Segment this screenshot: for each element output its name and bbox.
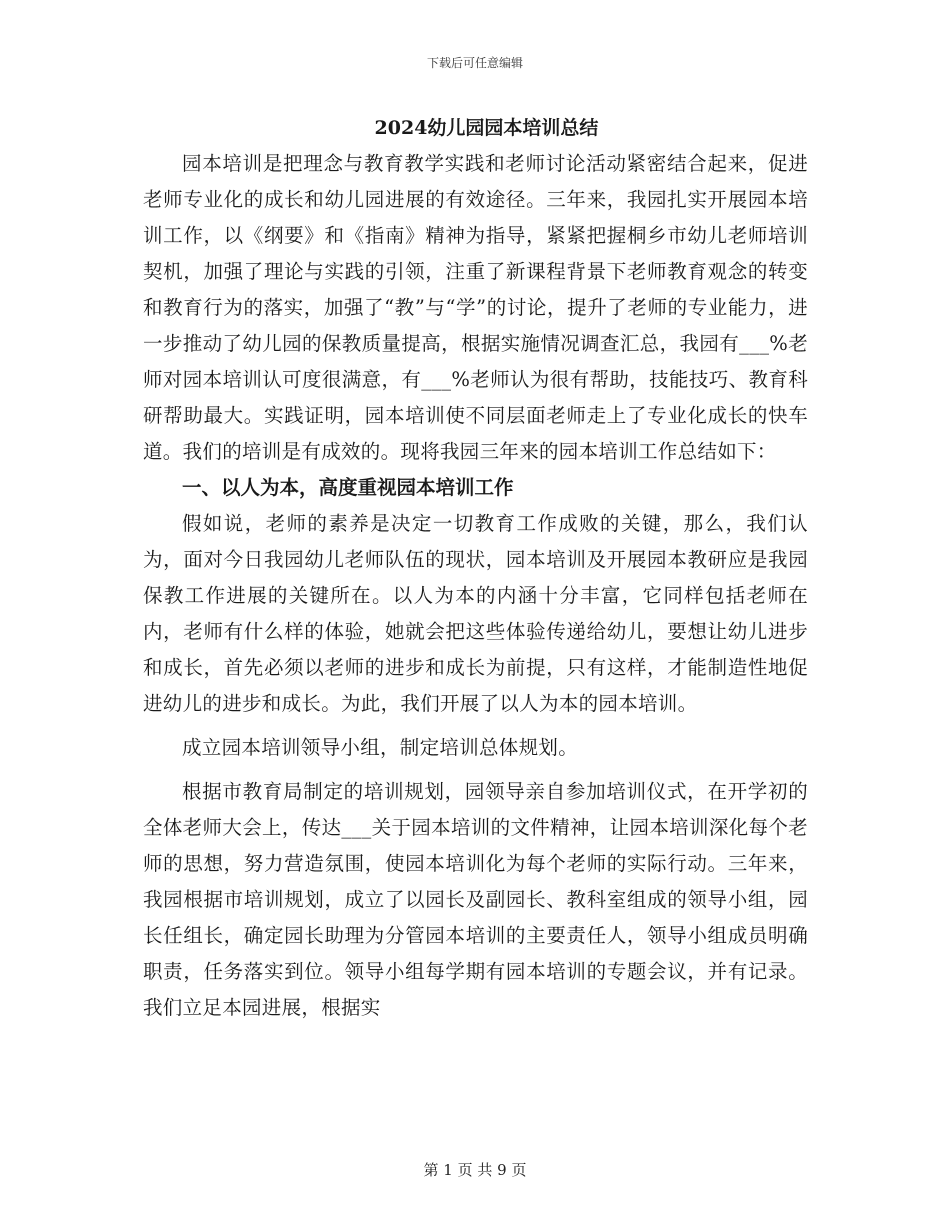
document-title: 2024幼儿园园本培训总结 — [374, 117, 599, 139]
body-paragraph: 成立园本培训领导小组，制定培训总体规划。 — [182, 736, 579, 759]
section-heading: 一、以人为本，高度重视园本培训工作 — [182, 476, 514, 499]
intro-paragraph: 园本培训是把理念与教育教学实践和老师讨论活动紧密结合起来，促进老师专业化的成长和幼儿园进展的有效途径。三年来，我园扎实开展园本培训工作，以《纲要》和《指南》精神为指导，紧紧把握桐乡市幼儿老师培训契机，加强了理论与实践的引领，注重了新课程背景下老师教育观念的转变和教育行为的落实，加强了“教”与“学”的讨论，提升了老师的专业能力，进一步推动了幼儿园的保教质量提高，根据实施情况调查汇总，我园有___%老师对园本培训认可度很满意，有___%老师认为很有帮助，技能技巧、教育科研帮助最大。实践证明，园本培训使不同层面老师走上了专业化成长的快车道。我们的培训是有成效的。现将我园三年来的园本培训工作总结如下： — [143, 152, 808, 463]
body-paragraph: 假如说，老师的素养是决定一切教育工作成败的关键，那么，我们认为，面对今日我园幼儿老师队伍的现状，园本培训及开展园本教研应是我园保教工作进展的关键所在。以人为本的内涵十分丰富，它同样包括老师在内，老师有什么样的体验，她就会把这些体验传递给幼儿，要想让幼儿进步和成长，首先必须以老师的进步和成长为前提，只有这样，才能制造性地促进幼儿的进步和成长。为此，我们开展了以人为本的园本培训。 — [143, 512, 808, 715]
document-body — [143, 112, 808, 1026]
page-number: 第 1 页 共 9 页 — [423, 1161, 527, 1179]
body-paragraph: 根据市教育局制定的培训规划，园领导亲自参加培训仪式，在开学初的全体老师大会上，传达___关于园本培训的文件精神，让园本培训深化每个老师的思想，努力营造氛围，使园本培训化为每个老师的实际行动。三年来，我园根据市培训规划，成立了以园长及副园长、教科室组成的领导小组，园长任组长，确定园长助理为分管园本培训的主要责任人，领导小组成员明确职责，任务落实到位。领导小组每学期有园本培训的专题会议，并有记录。我们立足本园进展，根据实 — [143, 780, 808, 1019]
page-header: 下载后可任意编辑 — [426, 56, 523, 70]
